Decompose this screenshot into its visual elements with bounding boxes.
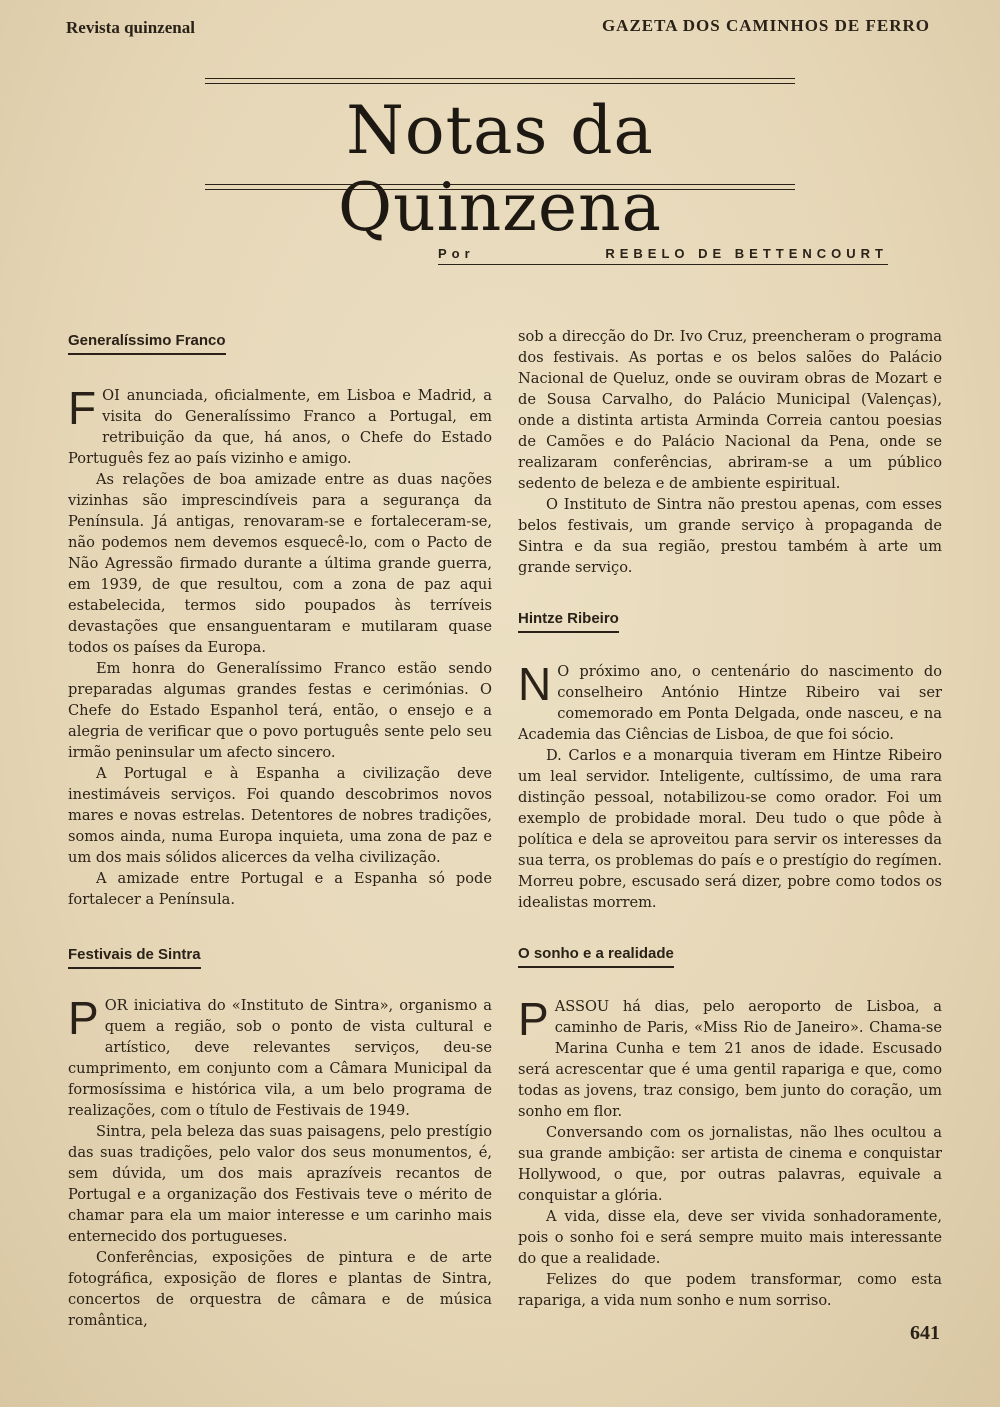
page-title: Notas da Quinzena (338, 92, 662, 246)
running-head-right: GAZETA DOS CAMINHOS DE FERRO (601, 16, 930, 35)
byline-por: Por (438, 246, 475, 261)
article-paragraph: Conversando com os jornalistas, não lhes ocultou a sua grande ambição: ser artista de cinema e conquistar Hollywood, o que, por outras palavras, equivale a conquistar a glória. (518, 1124, 942, 1204)
article-paragraph: Em honra do Generalíssimo Franco estão sendo preparadas algumas grandes festas e cerimónias. O Chefe do Estado Espanhol terá, então, o ensejo e a alegria de verificar que o povo português sente pelo seu irmão peninsular um afecto sincero. (68, 660, 492, 761)
drop-cap: P (518, 993, 549, 1045)
running-head-left: Revista quinzenal (66, 18, 195, 37)
article-paragraph: PASSOU há dias, pelo aeroporto de Lisboa, a caminho de Paris, «Miss Rio de Janeiro». Chama-se Marina Cunha e tem 21 anos de idade. Escusado será acrescentar que é uma gentil rapariga e que, como todas as jovens, traz consigo, bem junto do coração, um sonho em flor. (518, 993, 942, 1120)
section-heading-hintze: Hintze Ribeiro (518, 608, 619, 633)
article-paragraph: FOI anunciada, oficialmente, em Lisboa e Madrid, a visita do Generalíssimo Franco a Portugal, em retribuição da que, há anos, o Chefe do Estado Português fez ao país vizinho e amigo. (68, 382, 492, 467)
byline (438, 246, 888, 265)
drop-cap: N (518, 658, 552, 710)
article-paragraph: A Portugal e à Espanha a civilização deve inestimáveis serviços. Foi quando descobrimos novos mares e novas estrelas. Detentores de nobres tradições, somos ainda, numa Europa inquieta, uma zona de paz e um dos mais sólidos alicerces da velha civilização. (68, 765, 492, 866)
article-paragraph: Sintra, pela beleza das suas paisagens, pelo prestígio das suas tradições, pelo valor dos seus monumentos, é, sem dúvida, um dos mais aprazíveis recantos de Portugal e a organização dos Festivais teve o mérito de chamar para ela um maior interesse e um carinho mais enternecido dos portugueses. (68, 1123, 492, 1245)
section-heading-sintra: Festivais de Sintra (68, 944, 201, 969)
article-paragraph: A amizade entre Portugal e a Espanha só pode fortalecer a Península. (68, 870, 492, 908)
drop-cap: F (68, 382, 97, 434)
article-paragraph: sob a direcção do Dr. Ivo Cruz, preencheram o programa dos festivais. As portas e os belos salões do Palácio Nacional de Queluz, onde se ouviram obras de Mozart e de Sousa Carvalho, do Palácio Municipal (Valenças), onde a distinta artista Arminda Correia cantou poesias de Camões e do Palácio Nacional da Pena, onde se realizaram conferências, abriram-se a um público sedento de beleza e de ambiente espiritual. (518, 328, 942, 492)
title-rule (205, 83, 795, 84)
drop-cap: P (68, 992, 99, 1044)
article-paragraph: POR iniciativa do «Instituto de Sintra», organismo a quem a região, sob o ponto de vista cultural e artístico, deve relevantes serviços, deu-se cumprimento, em conjunto com a Câmara Municipal da formosíssima e histórica vila, a um belo programa de realizações, com o título de Festivais de 1949. (68, 992, 492, 1119)
byline-author: REBELO DE BETTENCOURT (605, 246, 888, 261)
section-heading-franco: Generalíssimo Franco (68, 330, 226, 355)
title-frame (205, 78, 795, 246)
article-paragraph: As relações de boa amizade entre as duas nações vizinhas são imprescindíveis para a segurança da Península. Já antigas, renovaram-se e fortaleceram-se, não podemos nem devemos esquecê-lo, com o Pacto de Não Agressão firmado durante a última grande guerra, em 1939, de que resultou, com a zona de paz aqui estabelecida, termos sido poupados às terríveis devastações que ensanguentaram e mutilaram quase todos os países da Europa. (68, 471, 492, 656)
right-column (518, 326, 942, 1311)
title-rule (205, 184, 795, 185)
article-paragraph: N O próximo ano, o centenário do nascimento do conselheiro António Hintze Ribeiro vai ser comemorado em Ponta Delgada, onde nasceu, e na Academia das Ciências de Lisboa, de que foi sócio. (518, 658, 942, 743)
title-rule (205, 78, 795, 79)
left-column (68, 330, 492, 1331)
page-number: 641 (910, 1322, 940, 1344)
article-paragraph: Conferências, exposições de pintura e de arte fotográfica, exposição de flores e plantas de Sintra, concertos de orquestra de câmara e de música romântica, (68, 1249, 492, 1329)
title-rule (205, 189, 795, 190)
article-paragraph: Felizes do que podem transformar, como esta rapariga, a vida num sonho e num sorriso. (518, 1271, 942, 1309)
article-paragraph: O Instituto de Sintra não prestou apenas, com esses belos festivais, um grande serviço à propaganda de Sintra e da sua região, prestou também à arte um grande serviço. (518, 496, 942, 576)
article-paragraph: A vida, disse ela, deve ser vivida sonhadoramente, pois o sonho foi e será sempre muito mais interessante do que a realidade. (518, 1208, 942, 1267)
section-heading-sonho: O sonho e a realidade (518, 943, 674, 968)
article-paragraph: D. Carlos e a monarquia tiveram em Hintze Ribeiro um leal servidor. Inteligente, cultíssimo, de uma rara distinção pessoal, notabilizou-se como orador. Foi um exemplo de probidade moral. Deu tudo o que pôde à política e dela se aproveitou para servir os interesses da sua terra, os problemas do país e o prestígio do regímen. Morreu pobre, escusado será dizer, pobre como todos os idealistas morrem. (518, 747, 942, 911)
